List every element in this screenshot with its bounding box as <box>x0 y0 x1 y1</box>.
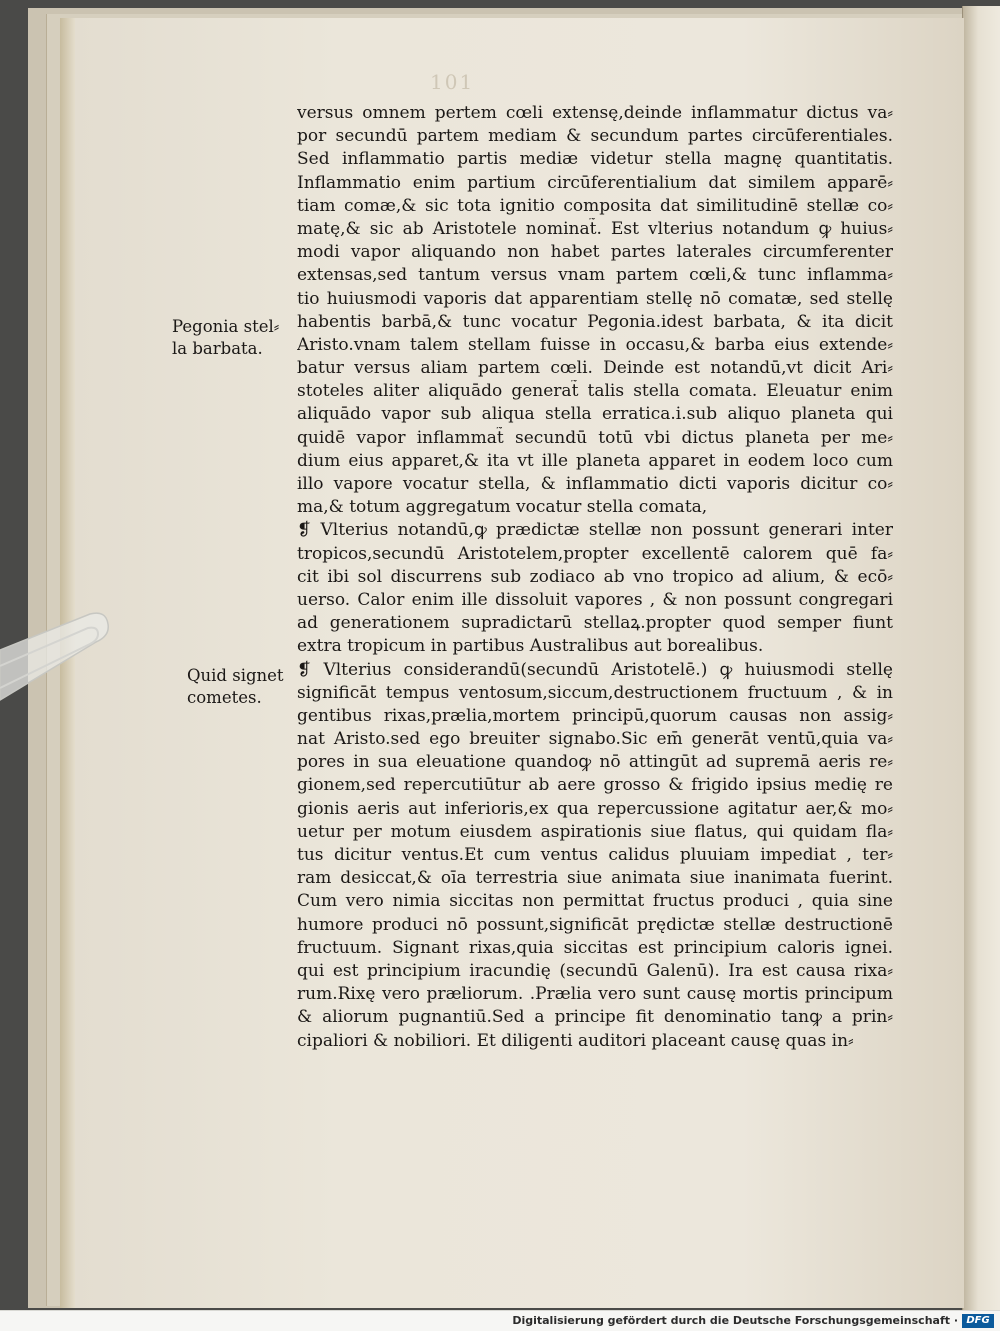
text-line: qui est principium iracundię (secundū Galenū). Ira est causa rixa⸗ <box>297 960 893 981</box>
funding-credit: Digitalisierung gefördert durch die Deutsche Forschungsgemeinschaft · <box>512 1314 958 1327</box>
marginal-note-line: Quid signet <box>187 666 284 685</box>
text-line: extra tropicum in partibus Australibus aut borealibus. <box>297 636 764 657</box>
marginal-note-pegonia <box>172 316 279 360</box>
text-line: extensas,sed tantum versus vnam partem cœli,& tunc inflamma⸗ <box>297 265 893 286</box>
text-line: dium eius apparet,& ita vt ille planeta apparet in eodem loco cum <box>297 450 893 471</box>
text-line: & aliorum pugnantiū.Sed a principe fit denominatio tanꝙ a prin⸗ <box>297 1007 893 1028</box>
text-line: Aristo.vnam talem stellam fuisse in occasu,& barba eius extende⸗ <box>297 334 893 355</box>
page-gutter-shadow <box>60 18 75 1308</box>
text-line: ad generationem supradictarū stellaꝝ.propter quod semper fiunt <box>297 613 893 634</box>
text-line: rum.Rixę vero præliorum. .Prælia vero sunt causę mortis principum <box>297 984 893 1005</box>
text-line: ❡ Vlterius notandū,ꝙ prædictæ stellæ non possunt generari inter <box>297 520 893 541</box>
text-line: por secundū partem mediam & secundum partes circūferentiales. <box>297 126 893 147</box>
facing-page-edge <box>962 6 1000 1310</box>
text-line: batur versus aliam partem cœli. Deinde est notandū,vt dicit Ari⸗ <box>297 358 893 379</box>
text-line: tus dicitur ventus.Et cum ventus calidus pluuiam impediat , ter⸗ <box>297 845 893 865</box>
dfg-logo-icon: DFG <box>962 1314 994 1328</box>
text-line: quidē vapor inflammat̃ secundū totū vbi dictus planeta per me⸗ <box>297 427 893 448</box>
text-line: gionem,sed repercutiūtur ab aere grosso & frigido ipsius medię re <box>297 775 893 796</box>
text-line: stoteles aliter aliquādo generat̃ talis stella comata. Eleuatur enim <box>297 381 893 402</box>
text-line: aliquādo vapor sub aliqua stella erratica.i.sub aliquo planeta qui <box>297 404 893 425</box>
main-text-block <box>297 102 893 1053</box>
text-line: humore produci nō possunt,significāt prędictæ stellæ destructionē <box>297 914 893 935</box>
footer-bar <box>0 1310 1000 1331</box>
text-line: ram desiccat,& oīa terrestria siue animata siue inanimata fuerint. <box>297 868 893 889</box>
marginal-note-quid-signet <box>187 665 284 709</box>
text-line: Inflammatio enim partium circūferentialium dat similem apparē⸗ <box>297 172 893 193</box>
text-line: Cum vero nimia siccitas non permittat fructus produci , quia sine <box>297 891 893 912</box>
text-line: cipaliori & nobiliori. Et diligenti auditori placeant causę quas in⸗ <box>297 1030 854 1051</box>
text-line: gionis aeris aut inferioris,ex qua repercussione agitatur aer,& mo⸗ <box>297 798 893 819</box>
text-line: matę,& sic ab Aristotele nominat̃. Est vlterius notandum ꝙ huius⸗ <box>297 218 893 239</box>
text-line: significāt tempus ventosum,siccum,destructionem fructuum , & in <box>297 682 893 703</box>
text-line: uerso. Calor enim ille dissoluit vapores , & non possunt congregari <box>297 589 893 610</box>
text-line: ma,& totum aggregatum vocatur stella comata, <box>297 497 708 518</box>
text-line: nat Aristo.sed ego breuiter signabo.Sic em̄ generāt ventū,quia va⸗ <box>297 729 893 750</box>
text-line: illo vapore vocatur stella, & inflammatio dicti vaporis dicitur co⸗ <box>297 474 893 494</box>
text-line: tropicos,secundū Aristotelem,propter excellentē calorem quē fa⸗ <box>297 543 893 564</box>
text-line: uetur per motum eiusdem aspirationis siue flatus, qui quidam fla⸗ <box>297 821 893 842</box>
text-line: cit ibi sol discurrens sub zodiaco ab vno tropico ad alium, & ecō⸗ <box>297 566 893 587</box>
text-line: ❡ Vlterius considerandū(secundū Aristotelē.) ꝙ huiusmodi stellę <box>297 659 893 680</box>
text-line: Sed inflammatio partis mediæ videtur stella magnę quantitatis. <box>297 149 893 170</box>
folio-number: 101 <box>430 70 475 94</box>
marginal-note-line: la barbata. <box>172 339 263 358</box>
text-line: fructuum. Signant rixas,quia siccitas est principium caloris ignei. <box>297 937 893 958</box>
text-line: tiam comæ,& sic tota ignitio composita dat similitudinē stellæ co⸗ <box>297 195 893 216</box>
marginal-note-line: cometes. <box>187 688 262 707</box>
text-line: modi vapor aliquando non habet partes laterales circumferenter <box>297 242 893 263</box>
text-line: pores in sua eleuatione quandoꝙ nō attingūt ad supremā aeris re⸗ <box>297 752 893 773</box>
text-line: versus omnem pertem cœli extensę,deinde inflammatur dictus va⸗ <box>297 103 893 123</box>
text-line: tio huiusmodi vaporis dat apparentiam stellę nō comatæ, sed stellę <box>297 288 893 309</box>
text-line: habentis barbā,& tunc vocatur Pegonia.idest barbata, & ita dicit <box>297 311 893 332</box>
marginal-note-line: Pegonia stel⸗ <box>172 317 280 336</box>
text-line: gentibus rixas,prælia,mortem principū,quorum causas non assig⸗ <box>297 705 893 726</box>
